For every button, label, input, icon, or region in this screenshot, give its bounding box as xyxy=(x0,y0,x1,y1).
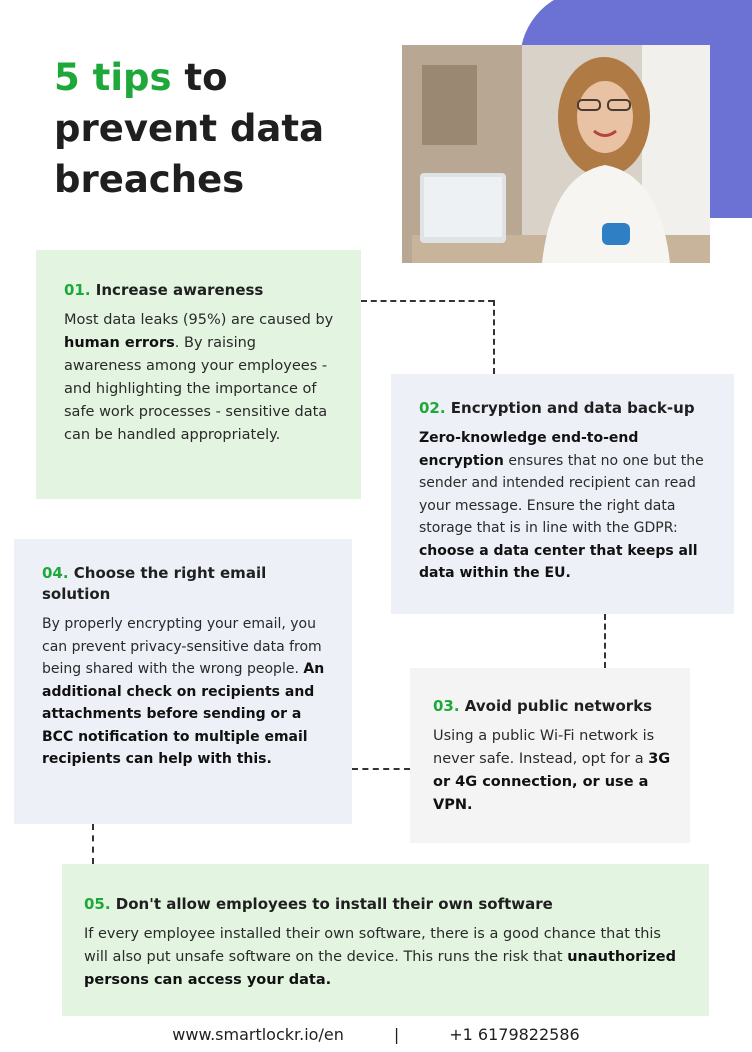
tip-number: 03. xyxy=(433,697,460,715)
tip-emphasis: choose a data center that keeps all data within the EU. xyxy=(419,542,698,581)
connector-1-2 xyxy=(361,300,494,302)
tip-card-5 xyxy=(62,864,709,1016)
tip-emphasis: 3G or 4G connection, or use a VPN. xyxy=(433,751,671,813)
tip-title: Encryption and data back-up xyxy=(445,399,695,417)
footer xyxy=(0,1023,752,1047)
tip-card-2 xyxy=(391,374,734,614)
tip-emphasis: Zero-knowledge end-to-end encryption xyxy=(419,430,639,469)
tip-heading xyxy=(84,894,689,915)
tip-emphasis: human errors xyxy=(64,335,175,351)
connector-1-2-down xyxy=(493,300,495,374)
tip-text: By properly encrypting your email, you can prevent privacy-sensitive data from being shared with the wrong people. xyxy=(42,616,322,677)
tip-title: Increase awareness xyxy=(90,281,264,299)
tip-number: 05. xyxy=(84,895,111,913)
footer-separator: | xyxy=(393,1025,400,1044)
tip-title: Choose the right email solution xyxy=(42,564,267,603)
connector-4-5 xyxy=(92,824,94,864)
tip-emphasis: An additional check on recipients and attachments before sending or a BCC notification to multiple email recipients can help with this. xyxy=(42,661,325,767)
photo-illustration xyxy=(402,45,710,263)
tip-body xyxy=(433,725,672,817)
tip-title: Don't allow employees to install their own software xyxy=(110,895,553,913)
page-title xyxy=(54,52,384,205)
connector-3-4 xyxy=(352,768,410,770)
tip-heading xyxy=(433,696,672,717)
connector-2-3 xyxy=(604,614,606,668)
tip-text: . By raising awareness among your employees - and highlighting the importance of safe work processes - sensitive data can be handled appropriately. xyxy=(64,335,328,443)
tip-card-1 xyxy=(36,250,361,499)
tip-title: Avoid public networks xyxy=(459,697,653,715)
tip-text: ensures that no one but the sender and intended recipient can read your message. Ensure the right data storage that is in line with the GDPR: xyxy=(419,452,704,536)
phone-number[interactable]: +1 6179822586 xyxy=(449,1025,580,1044)
tip-heading xyxy=(419,398,716,419)
tip-heading xyxy=(42,563,330,605)
tip-body xyxy=(84,923,689,992)
tip-text: Using a public Wi-Fi network is never safe. Instead, opt for a xyxy=(433,728,655,767)
tip-number: 04. xyxy=(42,564,69,582)
tip-card-3 xyxy=(410,668,690,843)
title-rest: to prevent data breaches xyxy=(54,56,325,201)
tip-number: 01. xyxy=(64,281,91,299)
tip-body xyxy=(419,427,716,585)
tip-number: 02. xyxy=(419,399,446,417)
tip-body xyxy=(64,309,337,447)
title-accent: 5 tips xyxy=(54,56,172,99)
tip-text: If every employee installed their own software, there is a good chance that this will also put unsafe software on the device. This runs the risk that xyxy=(84,926,661,965)
tip-text: Most data leaks (95%) are caused by xyxy=(64,312,334,328)
tip-body xyxy=(42,613,330,771)
website-link[interactable]: www.smartlockr.io/en xyxy=(172,1025,344,1044)
tip-card-4 xyxy=(14,539,352,824)
woman-smiling-at-laptop-photo xyxy=(402,45,710,263)
tip-heading xyxy=(64,280,337,301)
tip-emphasis: unauthorized persons can access your data. xyxy=(84,949,676,988)
